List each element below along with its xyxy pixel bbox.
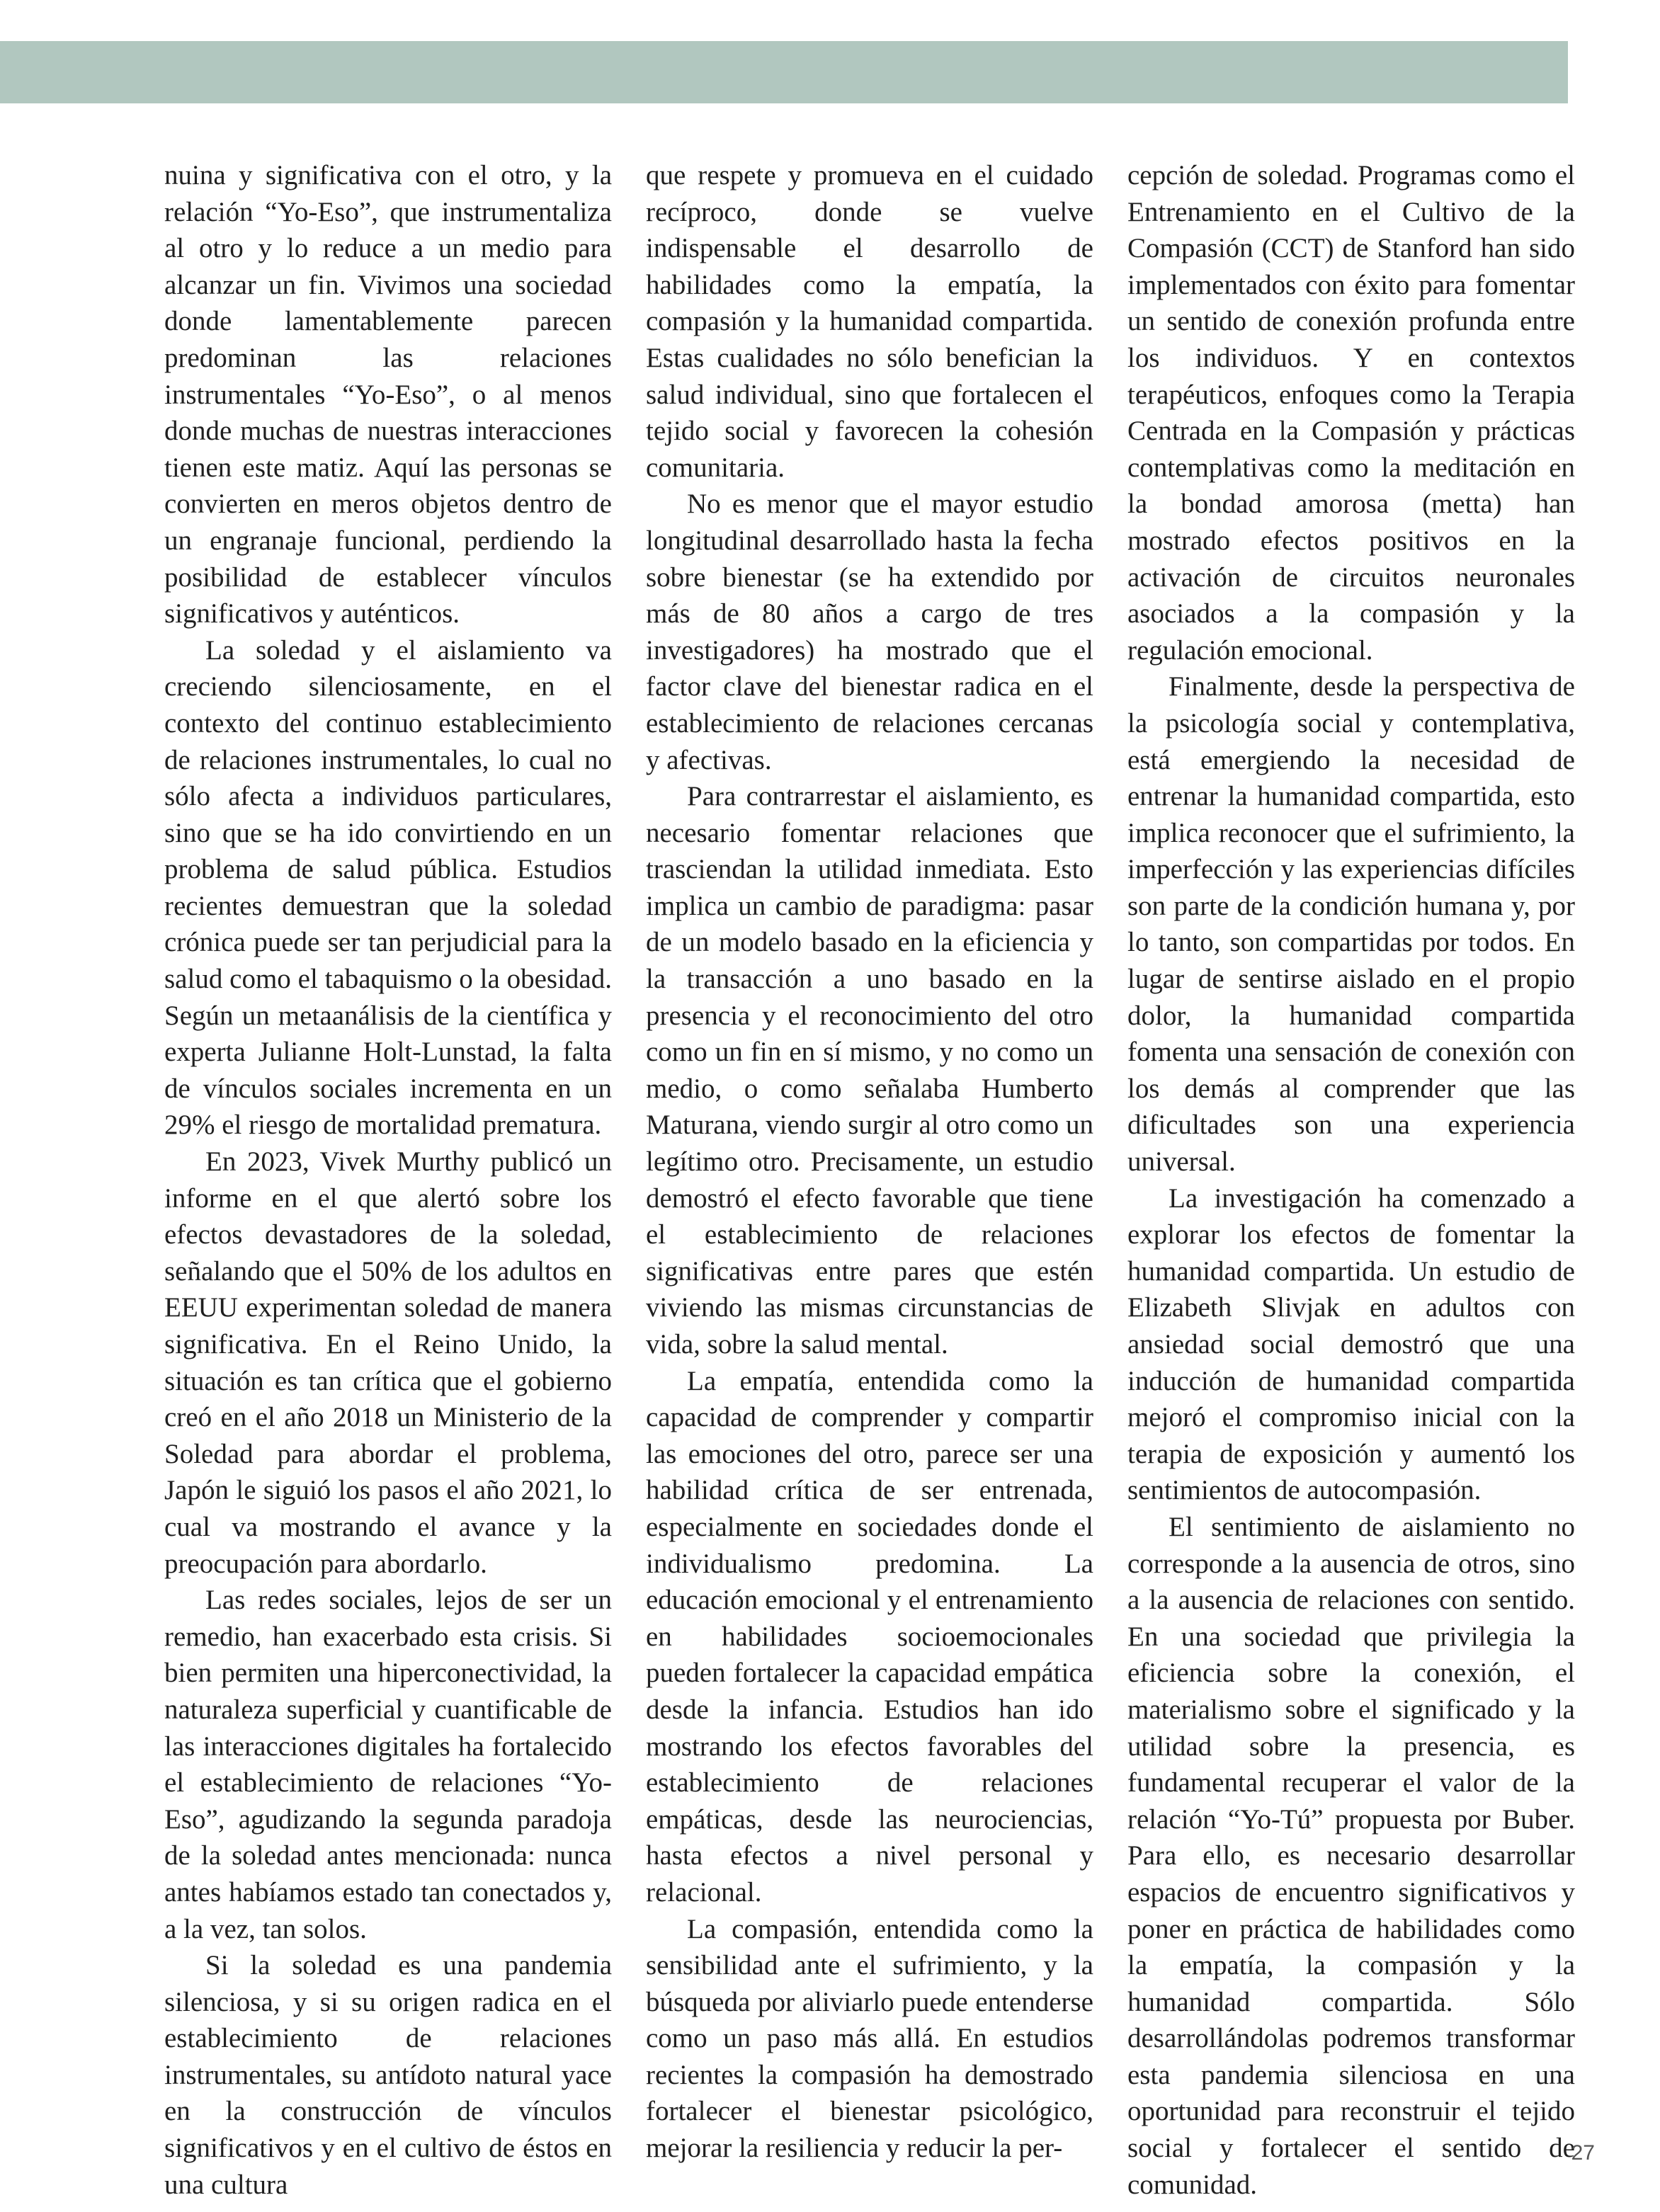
paragraph: La empatía, entendida como la capacidad de comprender y compartir las emociones del otro, parece ser una habilidad crítica de ser entrenada, especialmente en sociedades donde el individualismo predomina. La educación emocional y el entrenamiento en habilidades socioemocionales pueden fortalecer la capacidad empática desde la infancia. Estudios han ido mostrando los efectos favorables del establecimiento de relaciones empáticas, desde las neurociencias, hasta efectos a nivel personal y relacional. xyxy=(646,1365,1093,1908)
paragraph: Las redes sociales, lejos de ser un remedio, han exacerbado esta crisis. Si bien permiten una hiperconectividad, la naturaleza superficial y cuantificable de las interacciones digitales ha fortalecido el establecimiento de relaciones “Yo-Eso”, agudizando la segunda paradoja de la soledad antes mencionada: nunca antes habíamos estado tan conectados y, a la vez, tan solos. xyxy=(164,1585,612,1944)
paragraph: Para contrarrestar el aislamiento, es necesario fomentar relaciones que trasciendan la utilidad inmediata. Esto implica un cambio de paradigma: pasar de un modelo basado en la eficiencia y la transacción a uno basado en la presencia y el reconocimiento del otro como un fin en sí mismo, y no como un medio, o como señalaba Humberto Maturana, viendo surgir al otro como un legítimo otro. Precisamente, un estudio demostró el efecto favorable que tiene el establecimiento de relaciones significativas entre pares que estén viviendo las mismas circunstancias de vida, sobre la salud mental. xyxy=(646,781,1093,1359)
paragraph: En 2023, Vivek Murthy publicó un informe en el que alertó sobre los efectos devastadores de la soledad, señalando que el 50% de los adultos en EEUU experimentan soledad de manera significativa. En el Reino Unido, la situación es tan crítica que el gobierno creó en el año 2018 un Ministerio de la Soledad para abordar el problema, Japón le siguió los pasos el año 2021, lo cual va mostrando el avance y la preocupación para abordarlo. xyxy=(164,1146,612,1579)
header-band xyxy=(0,41,1568,103)
page-number: 27 xyxy=(1571,2141,1595,2165)
column-middle xyxy=(646,157,1093,2164)
paragraph: La investigación ha comenzado a explorar los efectos de fomentar la humanidad compartida. Un estudio de Elizabeth Slivjak en adultos con ansiedad social demostró que una inducción de humanidad compartida mejoró el compromiso inicial con la terapia de exposición y aumentó los sentimientos de autocompasión. xyxy=(1127,1182,1575,1506)
paragraph: que respete y promueva en el cuidado recíproco, donde se vuelve indispensable el desarrollo de habilidades como la empatía, la compasión y la humanidad compartida. Estas cualidades no sólo benefician la salud individual, sino que fortalecen el tejido social y favorecen la cohesión comunitaria. xyxy=(646,160,1093,483)
column-right xyxy=(1127,157,1575,2200)
article-body xyxy=(164,157,1575,2200)
paragraph: Finalmente, desde la perspectiva de la psicología social y contemplativa, está emergiendo la necesidad de entrenar la humanidad compartida, esto implica reconocer que el sufrimiento, la imperfección y las experiencias difíciles son parte de la condición humana y, por lo tanto, son compartidas por todos. En lugar de sentirse aislado en el propio dolor, la humanidad compartida fomenta una sensación de conexión con los demás al comprender que las dificultades son una experiencia universal. xyxy=(1127,671,1575,1178)
paragraph: La compasión, entendida como la sensibilidad ante el sufrimiento, y la búsqueda por aliviarlo puede entenderse como un paso más allá. En estudios recientes la compasión ha demostrado fortalecer el bienestar psicológico, mejorar la resiliencia y reducir la per- xyxy=(646,1913,1093,2164)
paragraph: cepción de soledad. Programas como el Entrenamiento en el Cultivo de la Compasión (CCT) de Stanford han sido implementados con éxito para fomentar un sentido de conexión profunda entre los individuos. Y en contextos terapéuticos, enfoques como la Terapia Centrada en la Compasión y prácticas contemplativas como la meditación en la bondad amorosa (metta) han mostrado efectos positivos en la activación de circuitos neuronales asociados a la compasión y la regulación emocional. xyxy=(1127,160,1575,666)
paragraph: No es menor que el mayor estudio longitudinal desarrollado hasta la fecha sobre bienestar (se ha extendido por más de 80 años a cargo de tres investigadores) ha mostrado que el factor clave del bienestar radica en el establecimiento de relaciones cercanas y afectivas. xyxy=(646,489,1093,775)
paragraph: Si la soledad es una pandemia silenciosa, y si su origen radica en el establecimiento de relaciones instrumentales, su antídoto natural yace en la construcción de vínculos significativos y en el cultivo de éstos en una cultura xyxy=(164,1950,612,2200)
column-left xyxy=(164,157,612,2200)
paragraph: nuina y significativa con el otro, y la relación “Yo-Eso”, que instrumentaliza al otro y lo reduce a un medio para alcanzar un fin. Vivimos una sociedad donde lamentablemente parecen predominan las relaciones instrumentales “Yo-Eso”, o al menos donde muchas de nuestras interacciones tienen este matiz. Aquí las personas se convierten en meros objetos dentro de un engranaje funcional, perdiendo la posibilidad de establecer vínculos significativos y auténticos. xyxy=(164,160,612,629)
paragraph: El sentimiento de aislamiento no corresponde a la ausencia de otros, sino a la ausencia de relaciones con sentido. En una sociedad que privilegia la eficiencia sobre la conexión, el materialismo sobre el significado y la utilidad sobre la presencia, es fundamental recuperar el valor de la relación “Yo-Tú” propuesta por Buber. Para ello, es necesario desarrollar espacios de encuentro significativos y poner en práctica de habilidades como la empatía, la compasión y la humanidad compartida. Sólo desarrollándolas podremos transformar esta pandemia silenciosa en una oportunidad para reconstruir el tejido social y fortalecer el sentido de comunidad. xyxy=(1127,1511,1575,2200)
paragraph: La soledad y el aislamiento va creciendo silenciosamente, en el contexto del continuo establecimiento de relaciones instrumentales, lo cual no sólo afecta a individuos particulares, sino que se ha ido convirtiendo en un problema de salud pública. Estudios recientes demuestran que la soledad crónica puede ser tan perjudicial para la salud como el tabaquismo o la obesidad. Según un metaanálisis de la científica y experta Julianne Holt-Lunstad, la falta de vínculos sociales incrementa en un 29% el riesgo de mortalidad prematura. xyxy=(164,634,612,1141)
